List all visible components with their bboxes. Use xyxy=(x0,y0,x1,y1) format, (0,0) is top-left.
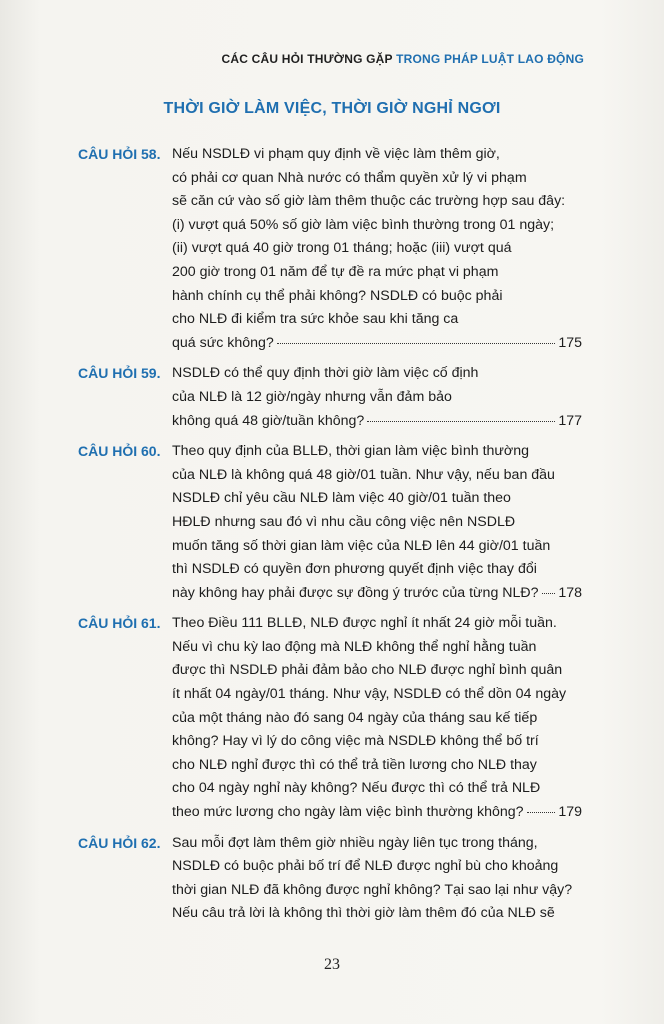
question-text xyxy=(172,362,582,433)
question-text xyxy=(172,440,582,605)
question-line: của NLĐ là không quá 48 giờ/01 tuần. Như vậy, nếu ban đầu xyxy=(172,466,555,483)
question-line: này không hay phải được sự đồng ý trước của từng NLĐ? xyxy=(172,584,539,601)
question-label: CÂU HỎI 59. xyxy=(78,365,161,382)
dot-leader xyxy=(277,343,556,344)
question-line: Sau mỗi đợt làm thêm giờ nhiều ngày liên tục trong tháng, xyxy=(172,834,538,851)
question-line: thì NSDLĐ có quyền đơn phương quyết định việc thay đổi xyxy=(172,561,537,578)
question-label: CÂU HỎI 58. xyxy=(78,146,161,162)
question-line: không? Hay vì lý do công việc mà NSDLĐ không thể bố trí xyxy=(172,733,539,750)
running-header-part2: TRONG PHÁP LUẬT LAO ĐỘNG xyxy=(396,52,584,66)
question-last-line xyxy=(172,801,582,825)
question-line: 200 giờ trong 01 năm để tự đề ra mức phạt vi phạm xyxy=(172,263,499,280)
question-label: CÂU HỎI 62. xyxy=(78,834,161,851)
question-line: Nếu NSDLĐ vi phạm quy định về việc làm thêm giờ, xyxy=(172,146,500,162)
question-text xyxy=(172,832,582,926)
question-line: HĐLĐ nhưng sau đó vì nhu cầu công việc nên NSDLĐ xyxy=(172,513,516,530)
question-line: Theo quy định của BLLĐ, thời gian làm việc bình thường xyxy=(172,443,529,460)
question-entry-61 xyxy=(0,612,664,824)
section-title: THỜI GIỜ LÀM VIỆC, THỜI GIỜ NGHỈ NGƠI xyxy=(163,100,501,117)
question-text xyxy=(172,143,582,355)
question-line: của NLĐ là 12 giờ/ngày nhưng vẫn đảm bảo xyxy=(172,388,452,405)
question-label: CÂU HỎI 61. xyxy=(78,615,161,632)
question-line: có phải cơ quan Nhà nước có thẩm quyền xử lý vi phạm xyxy=(172,169,527,186)
dot-leader xyxy=(527,812,556,813)
question-entry-58 xyxy=(0,143,664,355)
question-entry-62 xyxy=(0,832,664,926)
question-entry-59 xyxy=(0,362,664,433)
question-line: NSDLĐ có thể quy định thời giờ làm việc cố định xyxy=(172,365,479,382)
question-line: Nếu câu trả lời là không thì thời giờ làm thêm đó của NLĐ sẽ xyxy=(172,905,555,922)
question-line: (i) vượt quá 50% số giờ làm việc bình thường trong 01 ngày; xyxy=(172,216,555,233)
running-header-part1: CÁC CÂU HỎI THƯỜNG GẶP xyxy=(221,52,393,66)
question-line: quá sức không? xyxy=(172,334,274,351)
question-line: NSDLĐ chỉ yêu cầu NLĐ làm việc 40 giờ/01 tuần theo xyxy=(172,490,511,507)
question-line: theo mức lương cho ngày làm việc bình thường không? xyxy=(172,804,524,821)
page-reference: 178 xyxy=(558,584,582,601)
page-reference: 177 xyxy=(558,412,582,429)
question-list xyxy=(0,143,664,926)
question-line: (ii) vượt quá 40 giờ trong 01 tháng; hoặc (iii) vượt quá xyxy=(172,240,512,257)
page-reference: 175 xyxy=(558,334,582,351)
question-text xyxy=(172,612,582,824)
question-line: NSDLĐ có buộc phải bố trí để NLĐ được nghỉ bù cho khoảng xyxy=(172,858,559,875)
question-line: ít nhất 04 ngày/01 tháng. Như vậy, NSDLĐ có thể dồn 04 ngày xyxy=(172,686,567,703)
question-label: CÂU HỎI 60. xyxy=(78,443,161,460)
question-last-line xyxy=(172,332,582,356)
running-header xyxy=(221,52,584,66)
question-line: thời gian NLĐ đã không được nghỉ không? Tại sao lại như vậy? xyxy=(172,881,573,898)
question-line: cho NLĐ đi kiểm tra sức khỏe sau khi tăng ca xyxy=(172,311,459,328)
question-entry-60 xyxy=(0,440,664,605)
page-reference: 179 xyxy=(558,804,582,821)
question-line: Nếu vì chu kỳ lao động mà NLĐ không thể nghỉ hằng tuần xyxy=(172,638,537,655)
question-line: Theo Điều 111 BLLĐ, NLĐ được nghỉ ít nhất 24 giờ mỗi tuần. xyxy=(172,615,557,632)
question-line: cho NLĐ nghỉ được thì có thể trả tiền lương cho NLĐ thay xyxy=(172,756,537,773)
question-last-line xyxy=(172,410,582,434)
question-line: hành chính cụ thể phải không? NSDLĐ có buộc phải xyxy=(172,287,503,304)
question-line: muốn tăng số thời gian làm việc của NLĐ lên 44 giờ/01 tuần xyxy=(172,537,551,554)
question-line: của một tháng nào đó sang 04 ngày của tháng sau kế tiếp xyxy=(172,709,538,726)
question-last-line xyxy=(172,582,582,606)
question-line: cho 04 ngày nghỉ này không? Nếu được thì có thể trả NLĐ xyxy=(172,780,541,797)
question-line: sẽ căn cứ vào số giờ làm thêm thuộc các trường hợp sau đây: xyxy=(172,193,566,210)
dot-leader xyxy=(542,593,556,594)
dot-leader xyxy=(367,421,555,422)
question-line: không quá 48 giờ/tuần không? xyxy=(172,412,365,429)
page-number: 23 xyxy=(324,956,340,973)
question-line: được thì NSDLĐ phải đảm bảo cho NLĐ được nghỉ bình quân xyxy=(172,662,563,679)
